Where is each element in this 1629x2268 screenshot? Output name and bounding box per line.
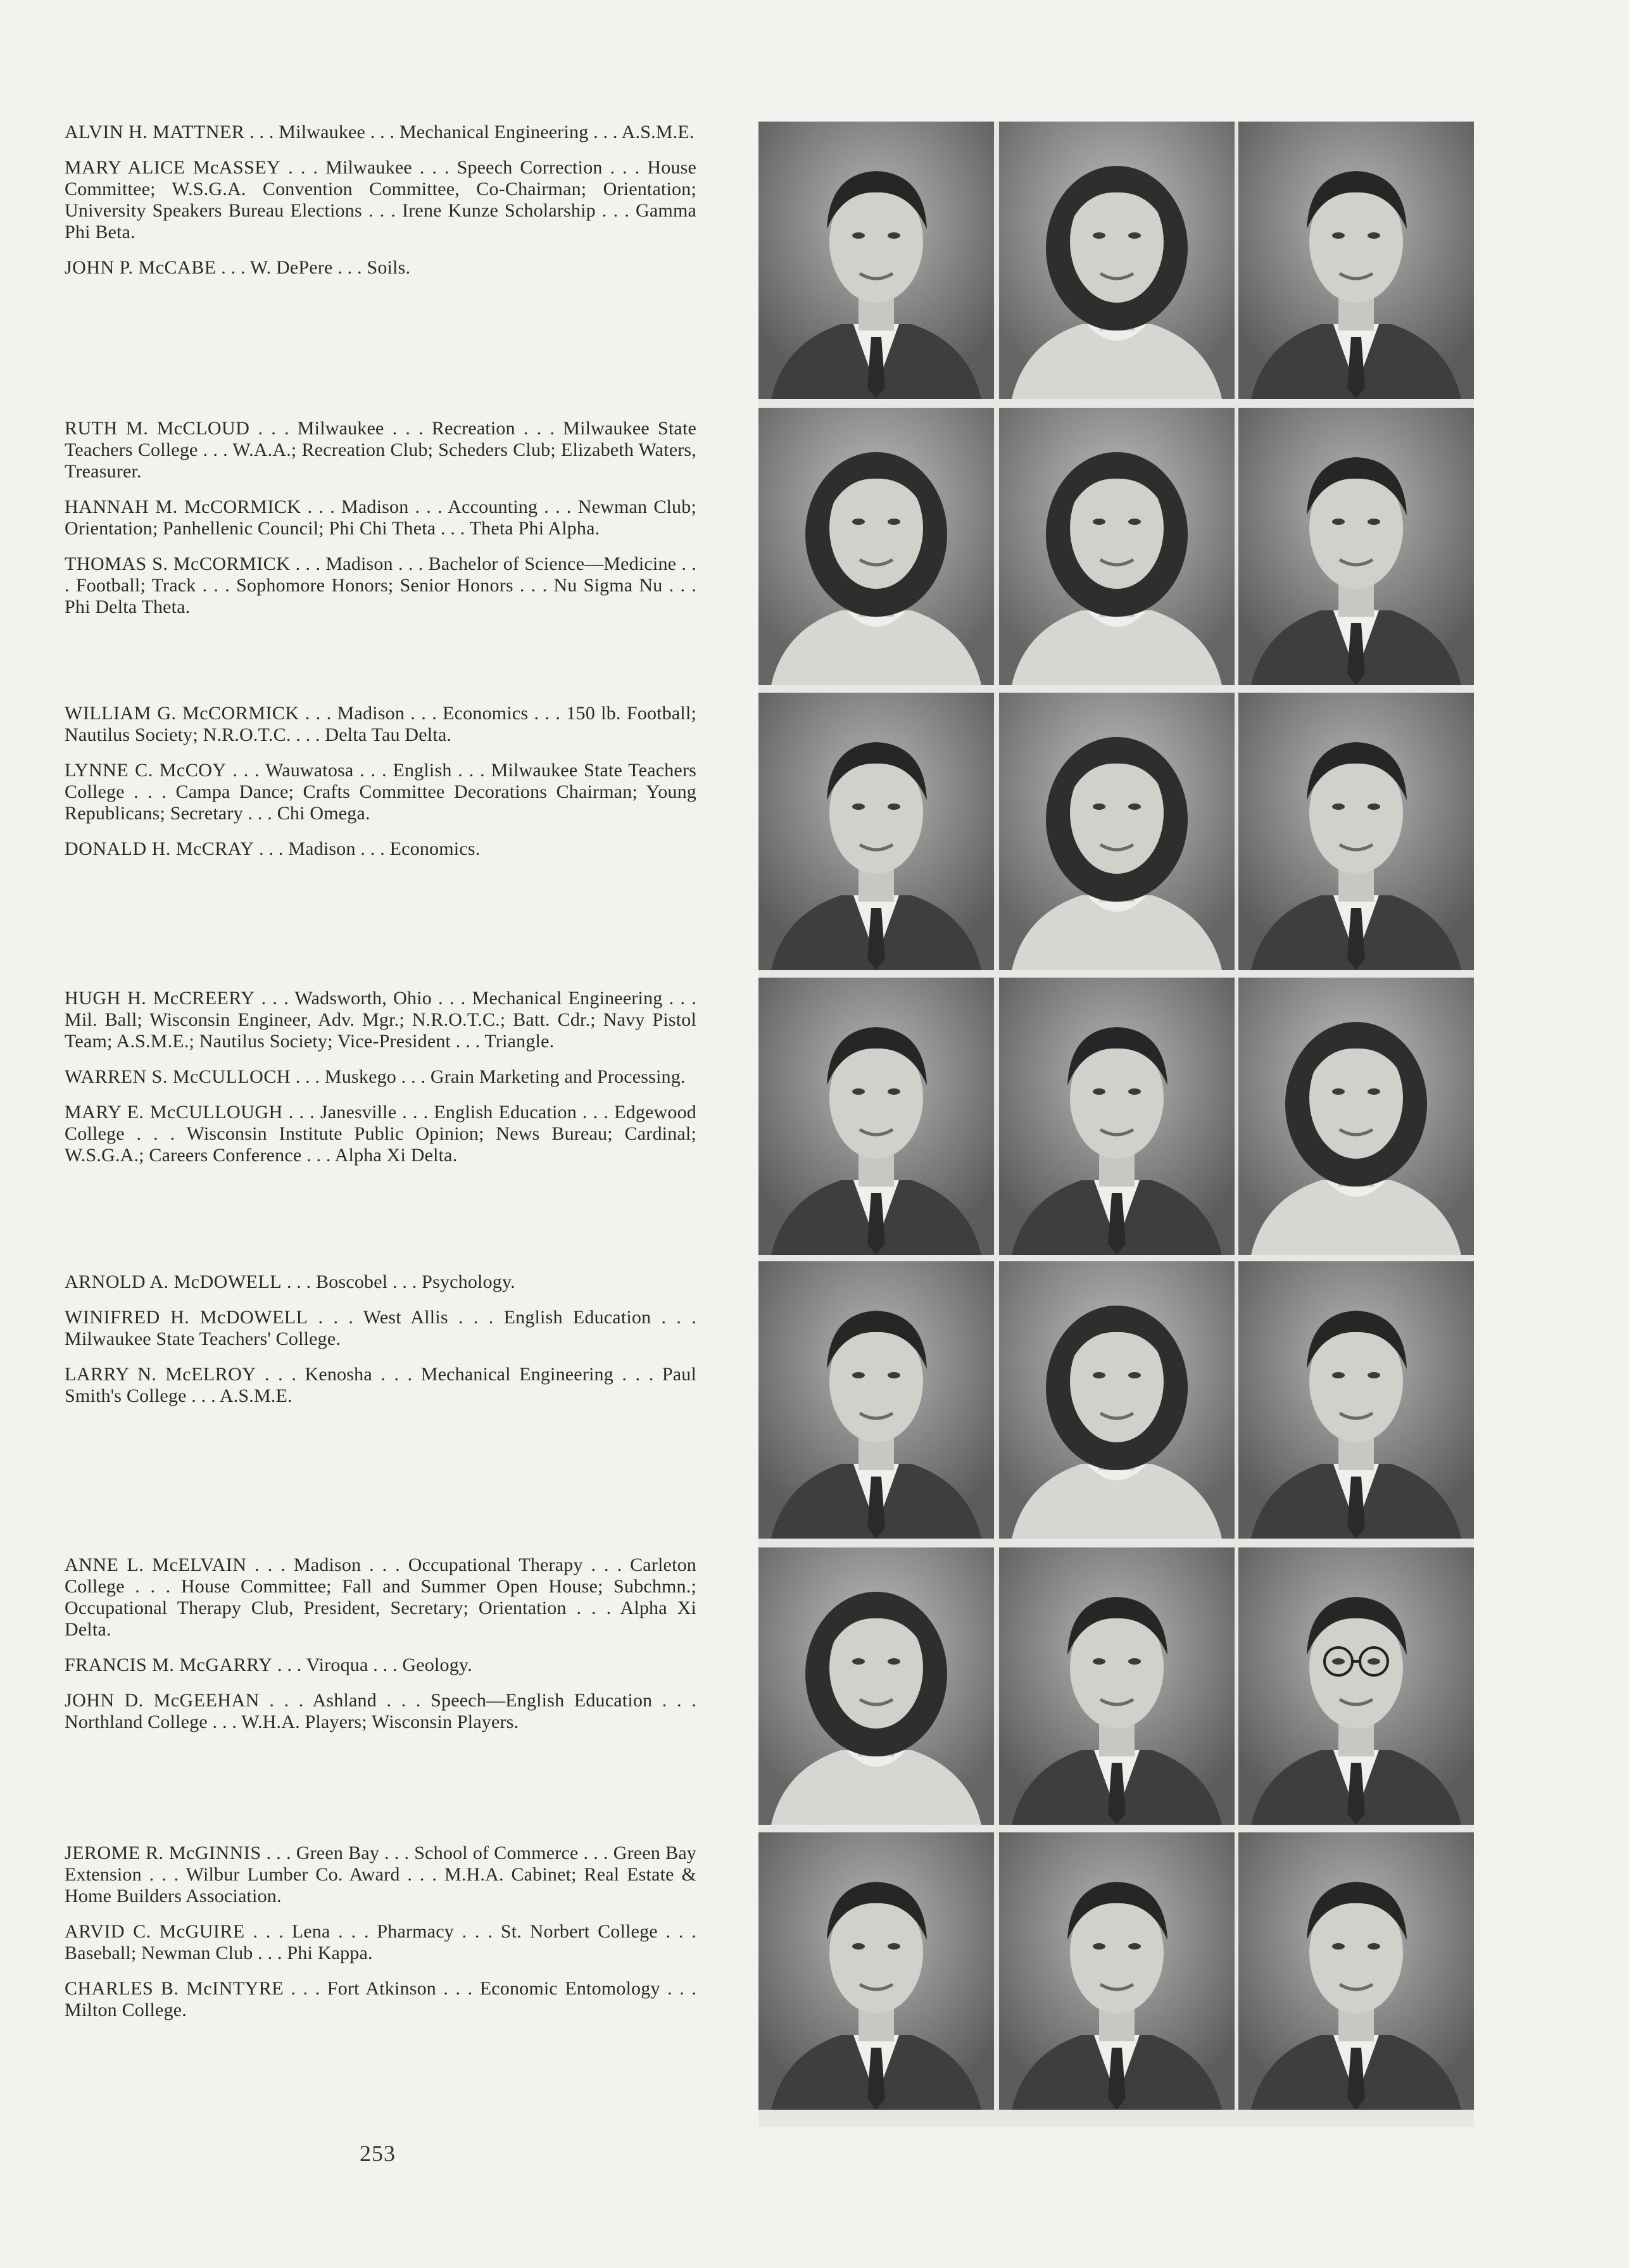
student-portrait: [1238, 1832, 1474, 2110]
student-portrait: [999, 1832, 1235, 2110]
student-portrait: [999, 1547, 1235, 1825]
student-portrait: [1238, 122, 1474, 399]
student-details: . . . Viroqua . . . Geology.: [277, 1654, 472, 1675]
student-name: DONALD H. McCRAY: [65, 838, 255, 859]
biography-group: [65, 1271, 696, 1421]
student-portrait: [758, 978, 994, 1255]
student-portrait: [758, 122, 994, 399]
biography-group: [65, 122, 696, 293]
student-details: . . . Green Bay . . . School of Commerce . . . Green Bay Extension . . . Wilbur Lumber Co. Award . . . M.H.A. Cabinet; Real Estate & Home Builders Association.: [65, 1843, 696, 1906]
biography-entry: [65, 1690, 696, 1733]
biography-group: [65, 418, 696, 632]
biography-entry: [65, 496, 696, 539]
student-portrait: [758, 1832, 994, 2110]
biography-entry: [65, 257, 696, 279]
student-name: JOHN D. McGEEHAN: [65, 1690, 260, 1711]
student-portrait: [758, 408, 994, 685]
student-details: . . . Lena . . . Pharmacy . . . St. Norbert College . . . Baseball; Newman Club . . . Phi Kappa.: [65, 1921, 697, 1963]
student-details: . . . Madison . . . Bachelor of Science—Medicine . . . Football; Track . . . Sophomore Honors; Senior Honors . . . Nu Sigma Nu . . . Phi Delta Theta.: [65, 553, 696, 617]
student-name: WILLIAM G. McCORMICK: [65, 703, 299, 724]
portrait-grid: [758, 122, 1474, 2127]
student-details: . . . Ashland . . . Speech—English Education . . . Northland College . . . W.H.A. Players; Wisconsin Players.: [65, 1690, 697, 1732]
student-details: . . . Fort Atkinson . . . Economic Entomology . . . Milton College.: [65, 1978, 696, 2020]
biography-group: [65, 1554, 696, 1747]
student-details: . . . Madison . . . Economics.: [259, 838, 481, 859]
student-name: WINIFRED H. McDOWELL: [65, 1307, 308, 1328]
student-details: . . . Madison . . . Accounting . . . Newman Club; Orientation; Panhellenic Council; Phi Chi Theta . . . Theta Phi Alpha.: [65, 496, 696, 539]
student-name: FRANCIS M. McGARRY: [65, 1654, 273, 1675]
student-details: . . . Kenosha . . . Mechanical Engineering . . . Paul Smith's College . . . A.S.M.E.: [65, 1364, 696, 1406]
biography-entry: [65, 760, 696, 824]
student-name: JOHN P. McCABE: [65, 257, 217, 278]
biography-entry: [65, 838, 696, 860]
student-details: . . . Muskego . . . Grain Marketing and Processing.: [295, 1066, 686, 1087]
student-name: MARY E. McCULLOUGH: [65, 1102, 283, 1123]
student-name: RUTH M. McCLOUD: [65, 418, 250, 439]
biography-entry: [65, 1978, 696, 2021]
student-portrait: [1238, 978, 1474, 1255]
student-details: . . . Boscobel . . . Psychology.: [286, 1271, 515, 1292]
student-portrait: [758, 693, 994, 970]
student-details: . . . Madison . . . Occupational Therapy . . . Carleton College . . . House Committee; Fall and Summer Open House; Subchmn.; Occupational Therapy Club, President, Secretary; Orientation . . . Alpha Xi Delta.: [65, 1554, 697, 1640]
student-name: CHARLES B. McINTYRE: [65, 1978, 284, 1999]
biography-group: [65, 1843, 696, 2035]
student-name: JEROME R. McGINNIS: [65, 1843, 261, 1863]
biography-entry: [65, 1921, 696, 1964]
biography-entry: [65, 553, 696, 618]
student-portrait: [1238, 1261, 1474, 1539]
student-details: . . . Wauwatosa . . . English . . . Milwaukee State Teachers College . . . Campa Dance; Crafts Committee Decorations Chairman; Young Republicans; Secretary . . . Chi Omega.: [65, 760, 697, 824]
student-name: MARY ALICE McASSEY: [65, 157, 281, 178]
biography-entry: [65, 1364, 696, 1407]
student-details: . . . Janesville . . . English Education . . . Edgewood College . . . Wisconsin Institute Public Opinion; News Bureau; Cardinal; W.S.G.A.; Careers Conference . . . Alpha Xi Delta.: [65, 1102, 697, 1166]
student-portrait: [758, 1547, 994, 1825]
page-number: 253: [360, 2141, 396, 2166]
student-portrait: [999, 408, 1235, 685]
biography-entry: [65, 1843, 696, 1907]
biography-entry: [65, 1307, 696, 1350]
student-portrait: [1238, 693, 1474, 970]
biography-entry: [65, 1554, 696, 1641]
biography-entry: [65, 1066, 696, 1088]
student-name: ANNE L. McELVAIN: [65, 1554, 247, 1575]
student-name: LYNNE C. McCOY: [65, 760, 227, 781]
student-portrait: [999, 1261, 1235, 1539]
biography-entry: [65, 1102, 696, 1166]
biography-entry: [65, 122, 696, 143]
student-details: . . . Milwaukee . . . Recreation . . . Milwaukee State Teachers College . . . W.A.A.; Recreation Club; Scheders Club; Elizabeth Waters, Treasurer.: [65, 418, 697, 482]
student-details: . . . Wadsworth, Ohio . . . Mechanical Engineering . . . Mil. Ball; Wisconsin Engineer, Adv. Mgr.; N.R.O.T.C.; Batt. Cdr.; Navy Pistol Team; A.S.M.E.; Nautilus Society; Vice-President . . . Triangle.: [65, 988, 697, 1052]
biography-entry: [65, 418, 696, 482]
biography-entry: [65, 703, 696, 746]
biography-entry: [65, 1654, 696, 1676]
student-portrait: [999, 693, 1235, 970]
student-name: LARRY N. McELROY: [65, 1364, 256, 1385]
student-name: HUGH H. McCREERY: [65, 988, 255, 1009]
student-details: . . . Milwaukee . . . Mechanical Engineering . . . A.S.M.E.: [249, 122, 695, 142]
biography-group: [65, 988, 696, 1180]
student-name: ALVIN H. MATTNER: [65, 122, 245, 142]
student-name: WARREN S. McCULLOCH: [65, 1066, 291, 1087]
biography-group: [65, 703, 696, 874]
student-name: ARNOLD A. McDOWELL: [65, 1271, 282, 1292]
student-name: ARVID C. McGUIRE: [65, 1921, 245, 1942]
student-portrait: [999, 978, 1235, 1255]
student-portrait: [758, 1261, 994, 1539]
biography-entry: [65, 1271, 696, 1293]
student-portrait: [999, 122, 1235, 399]
student-details: . . . West Allis . . . English Education . . . Milwaukee State Teachers' College.: [65, 1307, 696, 1349]
student-details: . . . Madison . . . Economics . . . 150 lb. Football; Nautilus Society; N.R.O.T.C. . . . Delta Tau Delta.: [65, 703, 696, 745]
student-portrait: [1238, 1547, 1474, 1825]
student-name: HANNAH M. McCORMICK: [65, 496, 301, 517]
student-details: . . . Milwaukee . . . Speech Correction . . . House Committee; W.S.G.A. Convention Committee, Co-Chairman; Orientation; University Speakers Bureau Elections . . . Irene Kunze Scholarship . . . Gamma Phi Beta.: [65, 157, 697, 243]
student-name: THOMAS S. McCORMICK: [65, 553, 291, 574]
biography-entry: [65, 988, 696, 1052]
biography-entry: [65, 157, 696, 243]
student-details: . . . W. DePere . . . Soils.: [221, 257, 411, 278]
student-portrait: [1238, 408, 1474, 685]
